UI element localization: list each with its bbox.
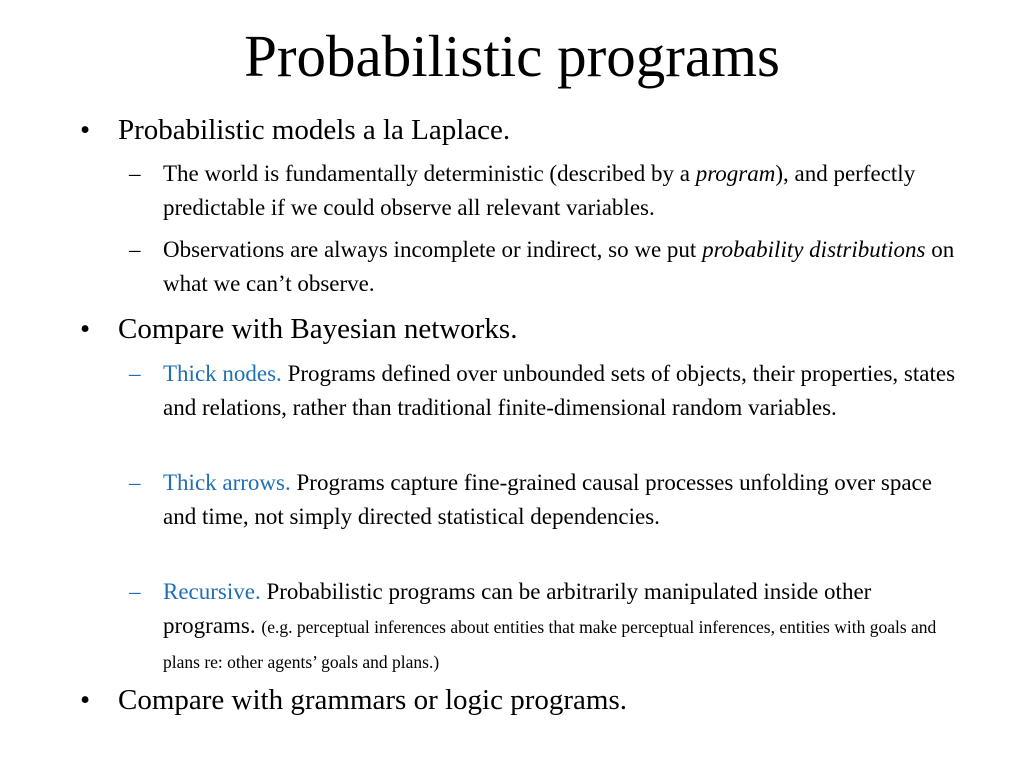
sub-bullet-label: Thick nodes. bbox=[163, 361, 282, 386]
bullet-text: Compare with grammars or logic programs. bbox=[118, 684, 627, 716]
dash-icon: – bbox=[129, 361, 141, 386]
dash-icon: – bbox=[129, 237, 141, 262]
emphasis-text: probability distributions bbox=[702, 237, 926, 262]
dash-icon: – bbox=[129, 470, 141, 495]
sub-bullet-item bbox=[129, 157, 963, 225]
bullet-text: Compare with Bayesian networks. bbox=[118, 313, 518, 345]
sub-bullet-text: The world is fundamentally deterministic (described by a bbox=[163, 161, 696, 186]
sub-bullet-text: on what we can’t observe. bbox=[163, 237, 955, 296]
dash-icon: – bbox=[129, 161, 141, 186]
slide-title: Probabilistic programs bbox=[244, 23, 780, 89]
sub-bullet-text: Programs capture fine-grained causal processes unfolding over space and time, not simply directed statistical dependencies. bbox=[163, 470, 932, 529]
bullet-text: Probabilistic models a la Laplace. bbox=[118, 114, 511, 146]
bullet-dot-icon: • bbox=[80, 114, 91, 146]
sub-bullet-text: Probabilistic programs can be arbitrarily manipulated inside other programs. bbox=[163, 579, 872, 638]
sub-bullet-item bbox=[129, 357, 963, 425]
bullet-item bbox=[80, 311, 518, 347]
sub-bullet-item bbox=[129, 466, 963, 534]
sub-bullet-text: Programs defined over unbounded sets of objects, their properties, states and relations, rather than traditional finite-dimensional random variables. bbox=[163, 361, 956, 420]
emphasis-text: program bbox=[695, 161, 776, 186]
sub-bullet-note: (e.g. perceptual inferences about entities that make perceptual inferences, entities with goals and plans re: other agents’ goals and plans.) bbox=[163, 617, 937, 672]
sub-bullet-item bbox=[129, 575, 963, 679]
bullet-dot-icon: • bbox=[80, 313, 91, 345]
bullet-item bbox=[80, 682, 627, 718]
sub-bullet-label: Recursive. bbox=[163, 579, 261, 604]
sub-bullet-text: Observations are always incomplete or indirect, so we put bbox=[163, 237, 703, 262]
bullet-dot-icon: • bbox=[80, 684, 91, 716]
bullet-item bbox=[80, 112, 511, 148]
sub-bullet-text: ), and perfectly predictable if we could observe all relevant variables. bbox=[163, 161, 916, 220]
dash-icon: – bbox=[129, 579, 141, 604]
sub-bullet-item bbox=[129, 233, 963, 301]
sub-bullet-label: Thick arrows. bbox=[163, 470, 291, 495]
